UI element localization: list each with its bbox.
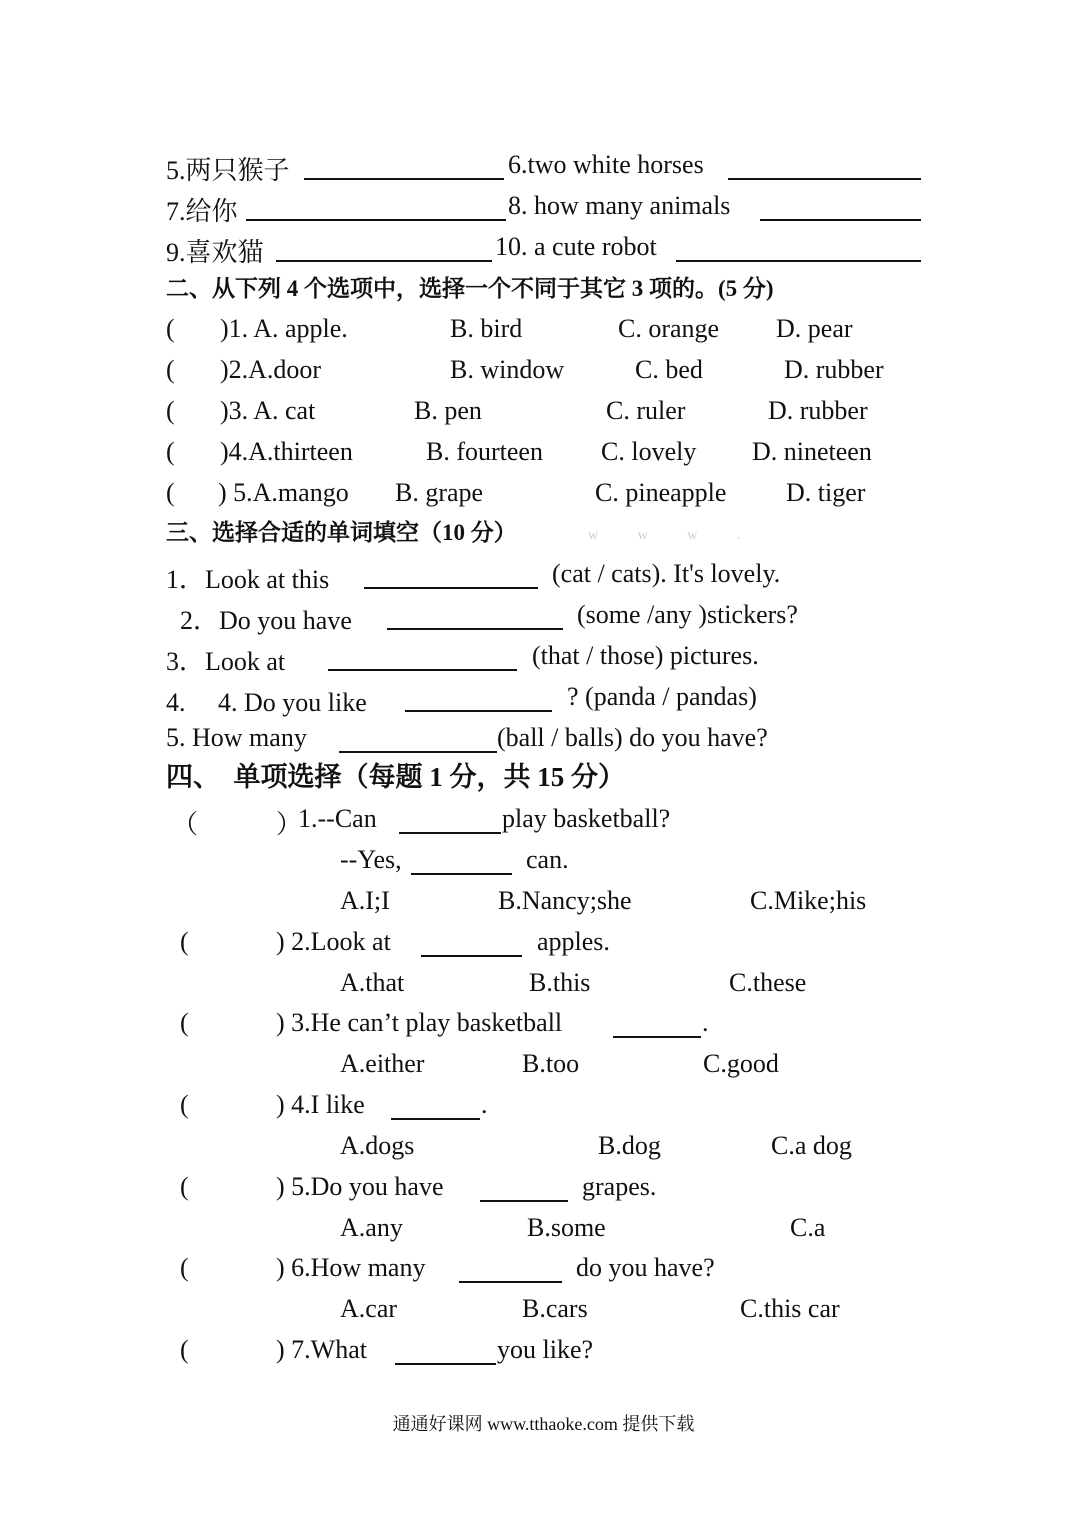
question-text: ) 5.Do you have: [276, 1172, 444, 1201]
answer-blank[interactable]: [405, 688, 552, 712]
watermark: w w w .: [588, 528, 759, 543]
paren-open: (: [166, 437, 175, 466]
paren-open: (: [166, 314, 175, 343]
section3-title: 三、选择合适的单词填空（10 分）: [166, 520, 517, 545]
paren-open: (: [180, 1008, 189, 1037]
answer-blank[interactable]: [459, 1259, 562, 1283]
answer-blank[interactable]: [760, 197, 921, 221]
option-a: )4.A.thirteen: [220, 437, 353, 466]
option-b: B.too: [522, 1049, 580, 1078]
paren-open: (: [166, 355, 175, 384]
option-b: B. pen: [414, 396, 482, 425]
answer-blank[interactable]: [728, 156, 921, 180]
option-c: C. ruler: [606, 396, 686, 425]
option-b: B. window: [450, 355, 565, 384]
option-a: A.that: [340, 968, 405, 997]
question-text-after: .: [702, 1008, 709, 1037]
option-b: B.Nancy;she: [498, 886, 632, 915]
page-footer: 通通好课网 www.tthaoke.com 提供下载: [392, 1414, 695, 1434]
paren-open: (: [180, 1253, 189, 1282]
question-text: 3．Look at: [166, 647, 286, 676]
paren-open: (: [180, 1335, 189, 1364]
answer-blank[interactable]: [676, 238, 921, 262]
question-choices: (that / those) pictures.: [532, 641, 759, 670]
section4-title: 四、 单项选择（每题 1 分，共 15 分）: [166, 762, 625, 792]
paren-open: (: [180, 1090, 189, 1119]
option-c: C. pineapple: [595, 478, 727, 507]
item-6-label: 6.two white horses: [508, 150, 704, 179]
question-text: 1.--Can: [298, 804, 377, 833]
option-a: )3. A. cat: [220, 396, 316, 425]
option-c: C. lovely: [601, 437, 697, 466]
option-c: C.Mike;his: [750, 886, 867, 915]
option-a: A.either: [340, 1049, 425, 1078]
section2-title: 二、从下列 4 个选项中，选择一个不同于其它 3 项的。(5 分): [166, 276, 774, 301]
option-c: C.a: [790, 1213, 826, 1242]
question-choices: (ball / balls) do you have?: [497, 723, 768, 752]
option-a: A.any: [340, 1213, 403, 1242]
option-c: C.this car: [740, 1294, 840, 1323]
option-d: D. rubber: [768, 396, 868, 425]
option-a: A.car: [340, 1294, 398, 1323]
paren-open: (: [166, 396, 175, 425]
option-a: A.I;I: [340, 886, 390, 915]
item-10-label: 10. a cute robot: [495, 232, 657, 261]
question-text-after: grapes.: [582, 1172, 657, 1201]
option-d: D. tiger: [786, 478, 866, 507]
question-text: 1．Look at this: [166, 565, 330, 594]
answer-blank[interactable]: [391, 1096, 480, 1120]
option-d: D. pear: [776, 314, 853, 343]
question-text: ) 2.Look at: [276, 927, 391, 956]
paren-open: (: [180, 927, 189, 956]
answer-blank[interactable]: [246, 197, 506, 221]
answer-blank[interactable]: [387, 606, 563, 630]
option-b: B. fourteen: [426, 437, 543, 466]
question-text: 2．Do you have: [180, 606, 352, 635]
option-b: B.dog: [598, 1131, 661, 1160]
item-9-label: 9.喜欢猫: [166, 238, 264, 267]
option-c: C.good: [703, 1049, 779, 1078]
item-5-label: 5.两只猴子: [166, 156, 290, 185]
question-text: ) 6.How many: [276, 1253, 426, 1282]
option-c: C. bed: [635, 355, 703, 384]
option-c: C.these: [729, 968, 807, 997]
option-b: B.some: [527, 1213, 606, 1242]
option-b: B. bird: [450, 314, 523, 343]
answer-blank[interactable]: [613, 1014, 701, 1038]
answer-line-end: can.: [526, 845, 569, 874]
answer-paren[interactable]: （ ）: [172, 810, 303, 839]
option-d: D. nineteen: [752, 437, 872, 466]
answer-blank[interactable]: [276, 238, 492, 262]
answer-blank[interactable]: [339, 729, 497, 753]
answer-blank[interactable]: [411, 851, 512, 875]
question-text-after: play basketball?: [502, 804, 671, 833]
option-c: C. orange: [618, 314, 720, 343]
option-a: )1. A. apple.: [220, 314, 348, 343]
question-text-after: do you have?: [576, 1253, 715, 1282]
paren-open: (: [180, 1172, 189, 1201]
question-text: ) 4.I like: [276, 1090, 365, 1119]
question-choices: ? (panda / pandas): [567, 682, 757, 711]
question-text-after: apples.: [537, 927, 610, 956]
option-c: C.a dog: [771, 1131, 852, 1160]
question-text: 4. 4. Do you like: [166, 688, 367, 717]
answer-blank[interactable]: [364, 565, 538, 589]
answer-blank[interactable]: [395, 1341, 496, 1365]
option-a: ) 5.A.mango: [218, 478, 349, 507]
answer-blank[interactable]: [421, 933, 522, 957]
item-8-label: 8. how many animals: [508, 191, 731, 220]
option-b: B.cars: [522, 1294, 588, 1323]
item-7-label: 7.给你: [166, 197, 238, 226]
option-a: A.dogs: [340, 1131, 415, 1160]
question-choices: (cat / cats). It's lovely.: [552, 559, 781, 588]
answer-blank[interactable]: [399, 810, 501, 834]
answer-line-start: --Yes,: [340, 845, 402, 874]
question-text: ) 3.He can’t play basketball: [276, 1008, 563, 1037]
question-text-after: .: [481, 1090, 488, 1119]
question-text: 5. How many: [166, 723, 307, 752]
option-b: B.this: [529, 968, 591, 997]
option-a: )2.A.door: [220, 355, 322, 384]
paren-open: (: [166, 478, 175, 507]
option-d: D. rubber: [784, 355, 884, 384]
option-b: B. grape: [395, 478, 484, 507]
answer-blank[interactable]: [480, 1178, 568, 1202]
question-text-after: you like?: [497, 1335, 594, 1364]
question-choices: (some /any )stickers?: [577, 600, 798, 629]
answer-blank[interactable]: [328, 647, 517, 671]
answer-blank[interactable]: [304, 156, 504, 180]
question-text: ) 7.What: [276, 1335, 367, 1364]
